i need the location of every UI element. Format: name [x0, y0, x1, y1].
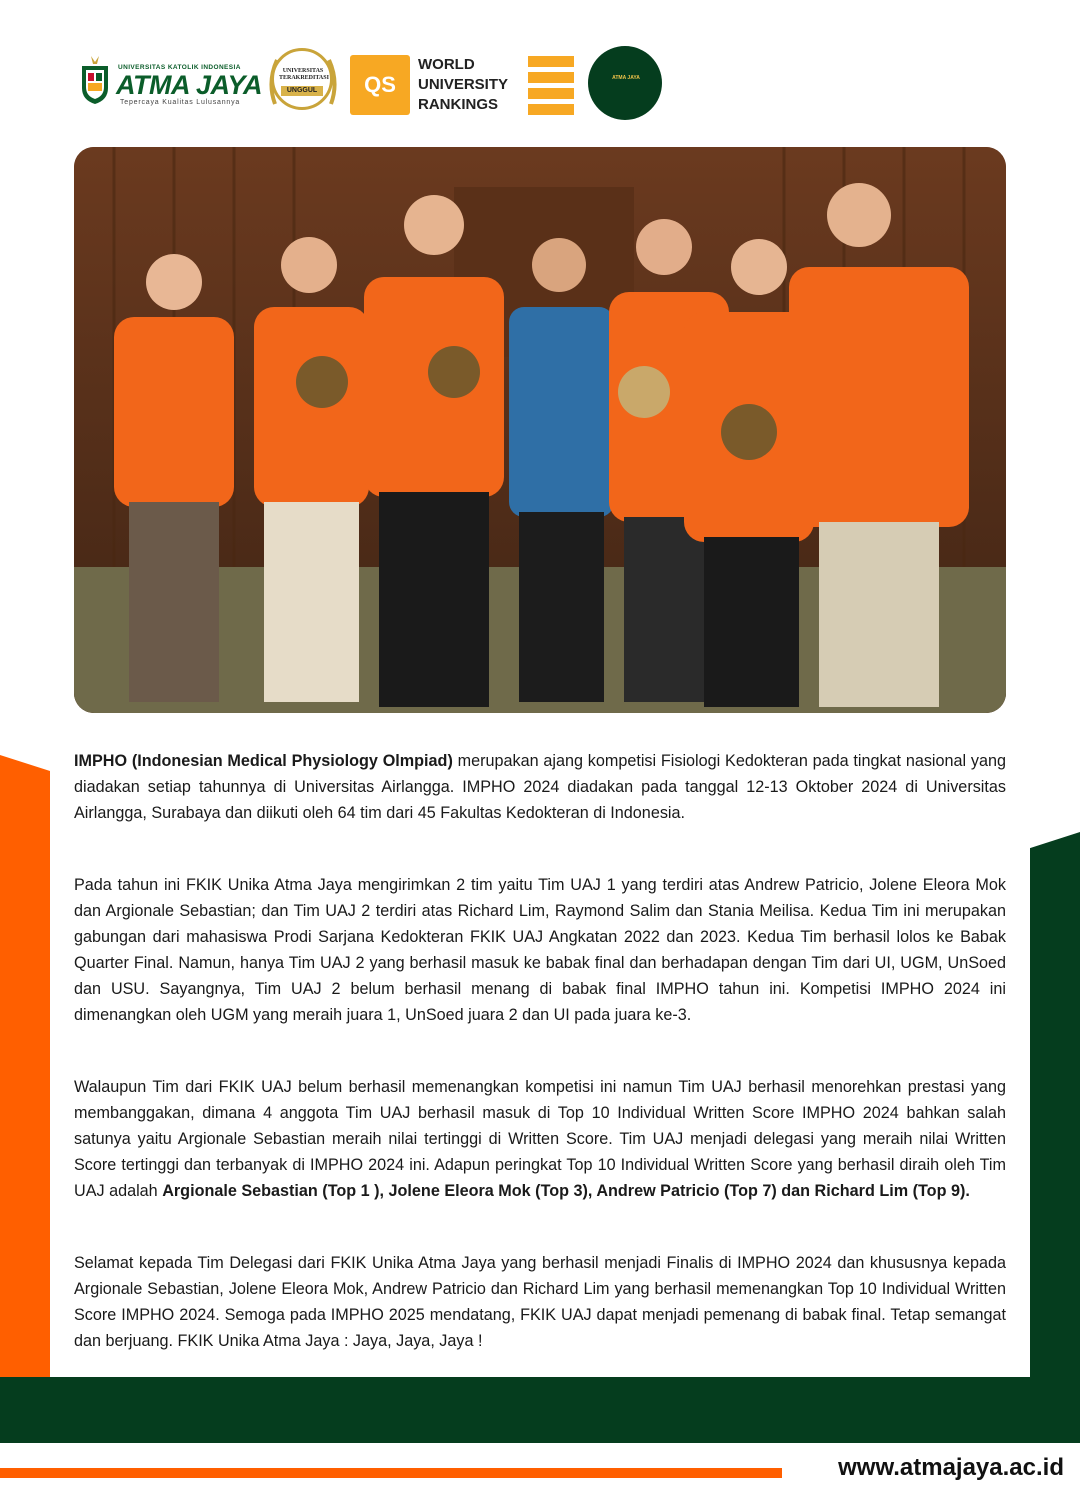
atma-jaya-crest-icon [78, 54, 112, 106]
paragraph-teams: Pada tahun ini FKIK Unika Atma Jaya mengirimkan 2 tim yaitu Tim UAJ 1 yang terdiri atas Andrew Patricio, Jolene Eleora Mok dan Argionale Sebastian; dan Tim UAJ 2 terdiri atas Richard Lim, Raymond Salim dan Stania Meilisa. Kedua Tim ini merupakan gabungan dari mahasiswa Prodi Sarjana Kedokteran FKIK UAJ Angkatan 2022 dan 2023. Kedua Tim berhasil lolos ke Babak Quarter Final. Namun, hanya Tim UAJ 2 yang berhasil masuk ke babak final dan berhadapan dengan Tim dari UI, UGM, UnSoed dan USU. Sayangnya, Tim UAJ 2 belum berhasil menang di babak final IMPHO tahun ini. Kompetisi IMPHO 2024 ini dimenangkan oleh UGM yang meraih juara 1, UnSoed juara 2 dan UI pada juara ke-3. [74, 876, 1006, 1024]
qs-rankings-label [418, 55, 528, 115]
qs-line-world: WORLD [418, 56, 475, 73]
qs-bar [528, 56, 574, 67]
qs-logo: QS [350, 55, 410, 115]
top-ten-names: Argionale Sebastian (Top 1 ), Jolene Eleora Mok (Top 3), Andrew Patricio (Top 7) dan Richard Lim (Top 9). [162, 1182, 970, 1200]
paragraph-intro [74, 748, 1006, 826]
qs-line-university: UNIVERSITY [418, 76, 509, 93]
atma-university-label: UNIVERSITAS KATOLIK INDONESIA [118, 64, 241, 71]
paragraph-congratulations: Selamat kepada Tim Delegasi dari FKIK Unika Atma Jaya yang berhasil menjadi Finalis di IMPHO 2024 dan khususnya kepada Argionale Sebastian, Jolene Eleora Mok, Andrew Patricio dan Richard Lim yang berhasil memenangkan Top 10 Individual Written Score IMPHO 2024. Semoga pada IMPHO 2025 mendatang, FKIK UAJ dapat menjadi pemenang di babak final. Tetap semangat dan berjuang. FKIK Unika Atma Jaya : Jaya, Jaya, Jaya ! [74, 1254, 1006, 1350]
unggul-badge: UNGGUL [281, 86, 323, 96]
green-footer-band [0, 1377, 1080, 1443]
atma-jaya-wordmark: ATMA JAYA [116, 70, 262, 100]
orange-side-accent [0, 755, 50, 1395]
atma-tagline: Tepercaya Kualitas Lulusannya [120, 99, 241, 106]
qs-bar [528, 72, 574, 83]
paragraph-achievements [74, 1074, 1006, 1204]
impho-title: IMPHO (Indonesian Medical Physiology Olmpiad) [74, 752, 453, 770]
website-link[interactable]: www.atmajaya.ac.id [838, 1454, 1064, 1481]
accreditation-label: UNIVERSITAS TERAKREDITASI [279, 68, 329, 81]
qs-bar [528, 104, 574, 115]
qs-bars-icon [528, 56, 574, 116]
atma-jaya-logo [78, 52, 262, 110]
qs-bar [528, 88, 574, 99]
team-photo [74, 147, 1006, 713]
accreditation-badge [265, 46, 341, 118]
green-side-accent [1028, 832, 1080, 1392]
fkik-circle-label: ATMA JAYA [612, 75, 640, 81]
achievements-text: Walaupun Tim dari FKIK UAJ belum berhasil memenangkan kompetisi ini namun Tim UAJ berhasil menorehkan prestasi yang membanggakan, dimana 4 anggota Tim UAJ berhasil masuk di Top 10 Individual Written Score IMPHO 2024 bahkan salah satunya yaitu Argionale Sebastian meraih nilai tertinggi di Written Score. Tim UAJ menjadi delegasi yang meraih nilai Written Score tertinggi dan terbanyak di IMPHO 2024 ini. Adapun peringkat Top 10 Individual Written Score yang berhasil diraih oleh Tim UAJ adalah [74, 1078, 1006, 1200]
footer-orange-line [0, 1468, 782, 1478]
intro-text: merupakan ajang kompetisi Fisiologi Kedokteran pada tingkat nasional yang diadakan setiap tahunnya di Universitas Airlangga. IMPHO 2024 diadakan pada tanggal 12-13 Oktober 2024 di Universitas Airlangga, Surabaya dan diikuti oleh 64 tim dari 45 Fakultas Kedokteran di Indonesia. [74, 752, 1006, 822]
qs-line-rankings: RANKINGS [418, 96, 499, 113]
fkik-circle-logo [588, 46, 662, 120]
team-photo-illustration [74, 147, 1006, 713]
